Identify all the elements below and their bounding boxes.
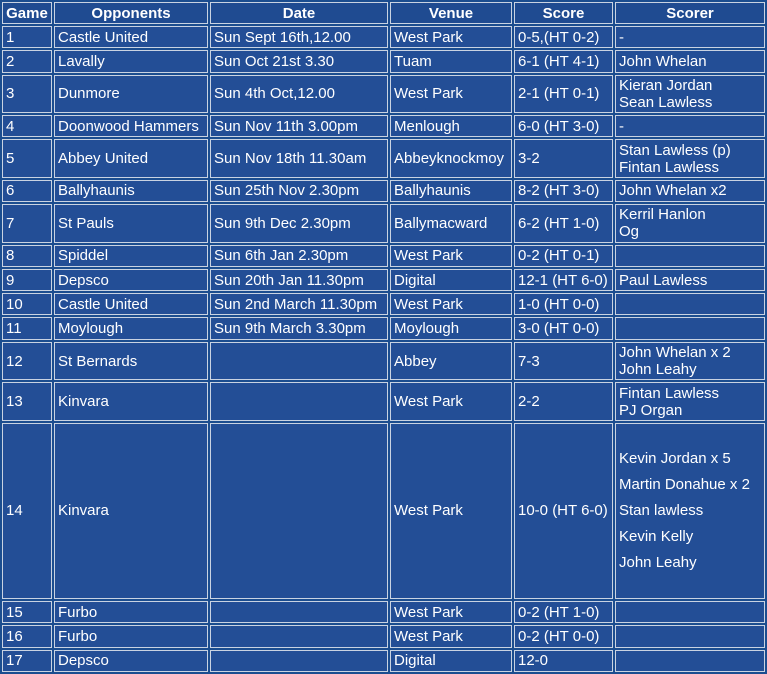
cell-game: 7 (2, 204, 52, 243)
table-row (2, 601, 765, 623)
cell-opponents: Dunmore (54, 75, 208, 114)
cell-game: 8 (2, 245, 52, 267)
cell-opponents: Furbo (54, 601, 208, 623)
cell-date: Sun 4th Oct,12.00 (210, 75, 388, 114)
cell-venue: Abbey (390, 342, 512, 381)
cell-venue: Abbeyknockmoy (390, 139, 512, 178)
cell-score: 12-1 (HT 6-0) (514, 269, 613, 291)
cell-venue: West Park (390, 26, 512, 48)
cell-date: Sun 6th Jan 2.30pm (210, 245, 388, 267)
table-row (2, 342, 765, 381)
cell-opponents: Doonwood Hammers (54, 115, 208, 137)
header-date: Date (210, 2, 388, 24)
cell-scorer (615, 115, 765, 137)
cell-date (210, 382, 388, 421)
table-row (2, 26, 765, 48)
cell-date (210, 601, 388, 623)
cell-venue: Tuam (390, 50, 512, 72)
cell-opponents: Lavally (54, 50, 208, 72)
header-score: Score (514, 2, 613, 24)
cell-scorer (615, 50, 765, 72)
cell-opponents: St Bernards (54, 342, 208, 381)
scorer-name: Stan lawless (619, 502, 704, 520)
scorer-name: Martin Donahue x 2 (619, 476, 750, 494)
scorer-name: Fintan Lawless (619, 384, 720, 402)
cell-score: 2-2 (514, 382, 613, 421)
table-row (2, 139, 765, 178)
scorer-name: Paul Lawless (619, 271, 708, 289)
cell-date (210, 342, 388, 381)
header-row (2, 2, 765, 24)
table-body (2, 26, 765, 672)
cell-score: 3-2 (514, 139, 613, 178)
cell-venue: Moylough (390, 317, 512, 339)
table-row (2, 625, 765, 647)
cell-date: Sun Sept 16th,12.00 (210, 26, 388, 48)
scorer-name: John Whelan (619, 52, 707, 70)
cell-scorer (615, 650, 765, 672)
table-header (2, 2, 765, 24)
cell-scorer (615, 293, 765, 315)
scorer-name: - (619, 117, 624, 135)
cell-opponents: Kinvara (54, 423, 208, 599)
cell-scorer (615, 342, 765, 381)
cell-date (210, 650, 388, 672)
table-row (2, 180, 765, 202)
cell-venue: Ballyhaunis (390, 180, 512, 202)
table-row (2, 293, 765, 315)
cell-venue: West Park (390, 75, 512, 114)
scorer-name: PJ Organ (619, 401, 683, 419)
header-opponents: Opponents (54, 2, 208, 24)
cell-scorer (615, 601, 765, 623)
scorer-name: Kerril Hanlon (619, 206, 706, 224)
cell-venue: West Park (390, 423, 512, 599)
cell-venue: Digital (390, 269, 512, 291)
cell-opponents: Castle United (54, 293, 208, 315)
cell-game: 12 (2, 342, 52, 381)
header-venue: Venue (390, 2, 512, 24)
scorer-name: Kevin Kelly (619, 528, 694, 546)
scorer-name: Sean Lawless (619, 93, 713, 111)
cell-date: Sun Nov 11th 3.00pm (210, 115, 388, 137)
table-row (2, 650, 765, 672)
cell-game: 13 (2, 382, 52, 421)
cell-scorer (615, 26, 765, 48)
cell-game: 10 (2, 293, 52, 315)
cell-date: Sun 9th Dec 2.30pm (210, 204, 388, 243)
cell-date (210, 423, 388, 599)
cell-score: 2-1 (HT 0-1) (514, 75, 613, 114)
cell-opponents: Castle United (54, 26, 208, 48)
cell-opponents: Abbey United (54, 139, 208, 178)
scorer-name: Kieran Jordan (619, 76, 713, 94)
cell-score: 0-2 (HT 0-1) (514, 245, 613, 267)
cell-game: 4 (2, 115, 52, 137)
cell-opponents: Ballyhaunis (54, 180, 208, 202)
cell-score: 0-5,(HT 0-2) (514, 26, 613, 48)
table-row (2, 245, 765, 267)
cell-game: 1 (2, 26, 52, 48)
cell-venue: Digital (390, 650, 512, 672)
table-row (2, 317, 765, 339)
cell-game: 15 (2, 601, 52, 623)
cell-scorer (615, 75, 765, 114)
table-row (2, 75, 765, 114)
scorer-name: Og (619, 223, 640, 241)
cell-score: 0-2 (HT 0-0) (514, 625, 613, 647)
cell-score: 12-0 (514, 650, 613, 672)
cell-game: 5 (2, 139, 52, 178)
cell-score: 10-0 (HT 6-0) (514, 423, 613, 599)
cell-game: 9 (2, 269, 52, 291)
cell-scorer (615, 180, 765, 202)
scorer-name: Fintan Lawless (619, 158, 720, 176)
cell-score: 0-2 (HT 1-0) (514, 601, 613, 623)
cell-score: 3-0 (HT 0-0) (514, 317, 613, 339)
table-row (2, 204, 765, 243)
cell-opponents: Moylough (54, 317, 208, 339)
cell-venue: Menlough (390, 115, 512, 137)
cell-opponents: St Pauls (54, 204, 208, 243)
cell-score: 7-3 (514, 342, 613, 381)
cell-venue: West Park (390, 382, 512, 421)
cell-date: Sun 25th Nov 2.30pm (210, 180, 388, 202)
cell-date: Sun Oct 21st 3.30 (210, 50, 388, 72)
cell-opponents: Depsco (54, 650, 208, 672)
cell-score: 6-1 (HT 4-1) (514, 50, 613, 72)
cell-date (210, 625, 388, 647)
cell-game: 2 (2, 50, 52, 72)
cell-date: Sun 20th Jan 11.30pm (210, 269, 388, 291)
cell-scorer (615, 382, 765, 421)
cell-scorer (615, 269, 765, 291)
cell-game: 3 (2, 75, 52, 114)
cell-scorer (615, 625, 765, 647)
scorer-name: John Leahy (619, 554, 697, 572)
cell-score: 8-2 (HT 3-0) (514, 180, 613, 202)
table-row (2, 382, 765, 421)
cell-venue: West Park (390, 293, 512, 315)
cell-score: 6-2 (HT 1-0) (514, 204, 613, 243)
cell-scorer (615, 317, 765, 339)
scorer-name: John Whelan x 2 (619, 344, 731, 361)
cell-date: Sun 9th March 3.30pm (210, 317, 388, 339)
scorer-name: - (619, 28, 624, 46)
scorer-name: John Leahy (619, 361, 697, 378)
cell-venue: West Park (390, 245, 512, 267)
cell-game: 17 (2, 650, 52, 672)
cell-venue: West Park (390, 601, 512, 623)
cell-venue: Ballymacward (390, 204, 512, 243)
cell-venue: West Park (390, 625, 512, 647)
cell-opponents: Depsco (54, 269, 208, 291)
cell-game: 6 (2, 180, 52, 202)
cell-date: Sun Nov 18th 11.30am (210, 139, 388, 178)
cell-game: 11 (2, 317, 52, 339)
scorer-name: Kevin Jordan x 5 (619, 450, 731, 468)
cell-scorer (615, 139, 765, 178)
cell-opponents: Spiddel (54, 245, 208, 267)
cell-opponents: Kinvara (54, 382, 208, 421)
cell-game: 16 (2, 625, 52, 647)
table-row (2, 50, 765, 72)
cell-scorer (615, 245, 765, 267)
cell-score: 6-0 (HT 3-0) (514, 115, 613, 137)
header-game: Game (2, 2, 52, 24)
table-row (2, 115, 765, 137)
cell-score: 1-0 (HT 0-0) (514, 293, 613, 315)
cell-scorer (615, 423, 765, 599)
table-row (2, 423, 765, 599)
scorer-name: Stan Lawless (p) (619, 141, 731, 159)
cell-date: Sun 2nd March 11.30pm (210, 293, 388, 315)
header-scorer: Scorer (615, 2, 765, 24)
table-row (2, 269, 765, 291)
cell-opponents: Furbo (54, 625, 208, 647)
scorer-name: John Whelan x2 (619, 182, 727, 200)
cell-game: 14 (2, 423, 52, 599)
cell-scorer (615, 204, 765, 243)
